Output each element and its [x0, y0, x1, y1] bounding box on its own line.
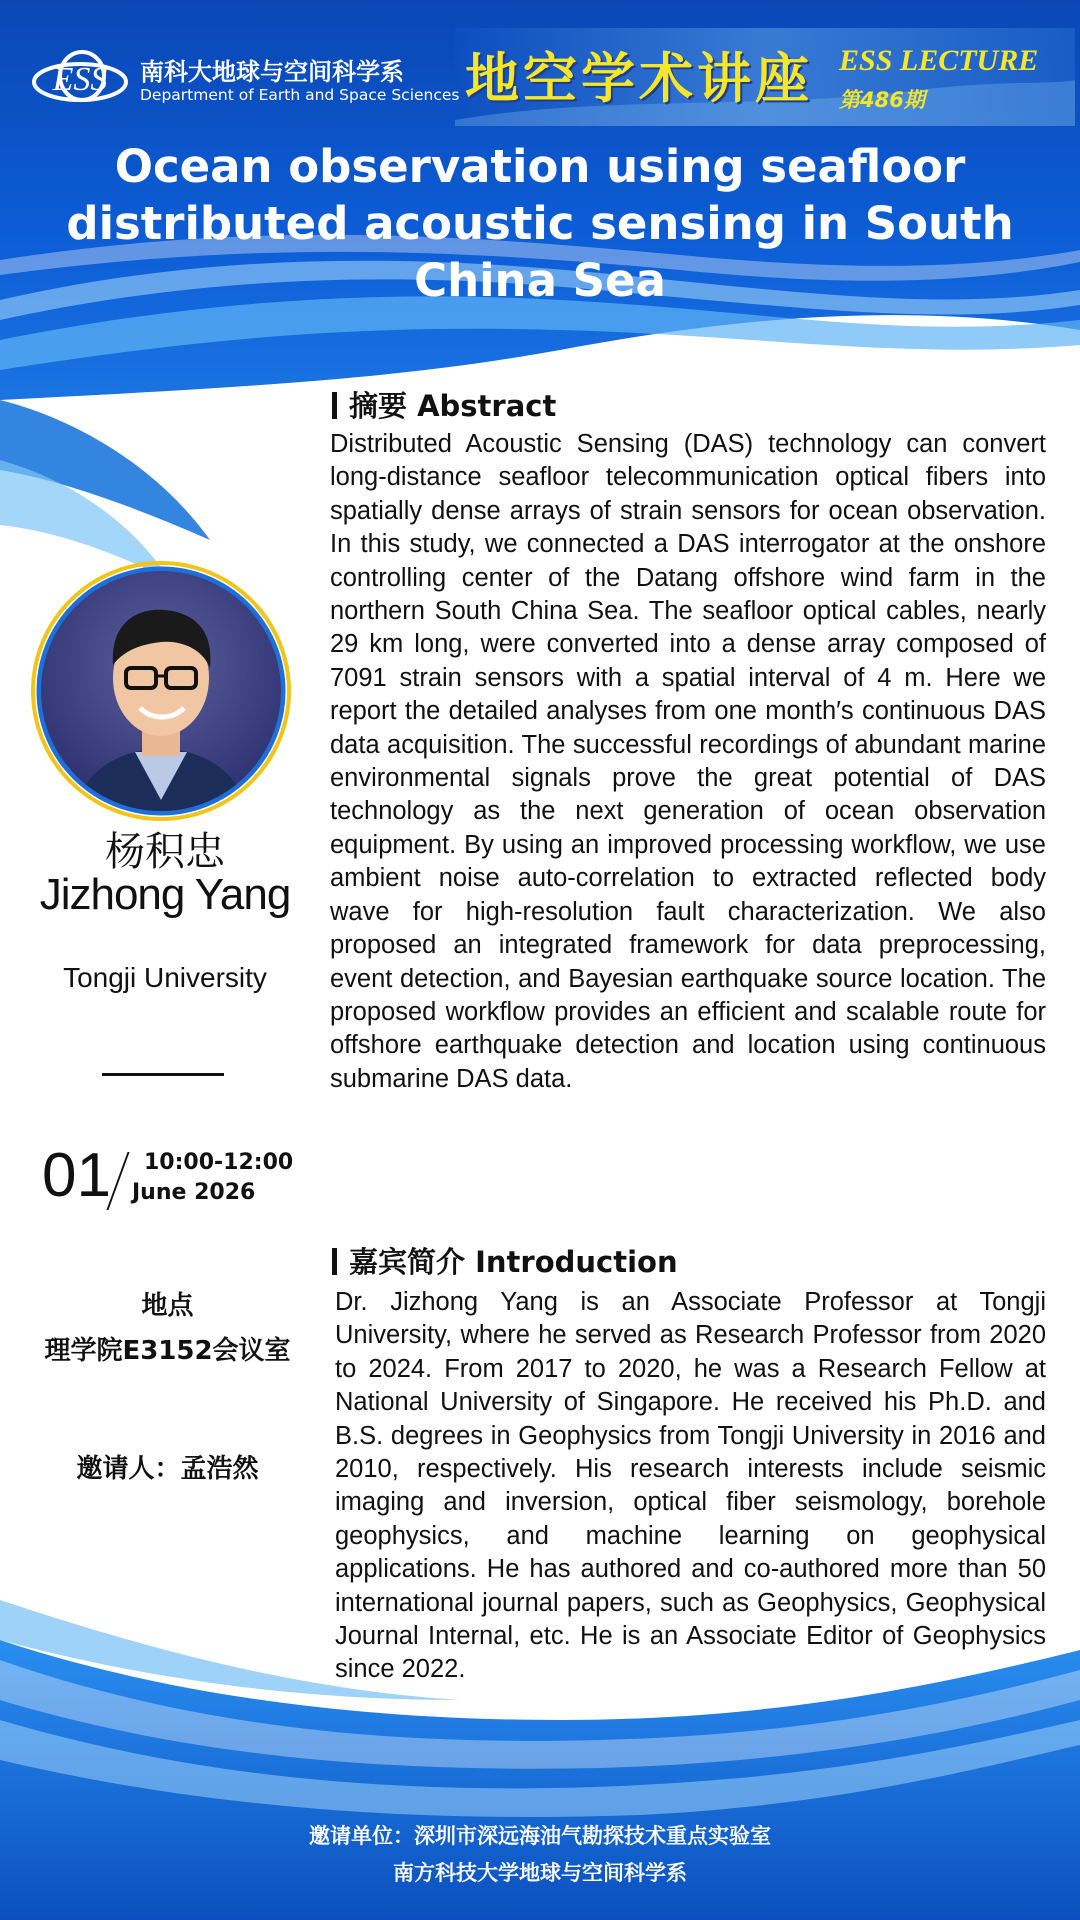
sustech-ess-logo-icon: [30, 46, 130, 112]
abstract-text: Distributed Acoustic Sensing (DAS) technology can convert long-distance seafloor telecommunication optical fibers into spatially dense arrays of strain sensors for ocean observation. In this study, we connected a DAS interrogator at the onshore controlling center of the Datang offshore wind farm in the northern South China Sea. The seafloor optical cables, nearly 29 km long, were converted into a dense array composed of 7091 strain sensors with a spatial interval of 4 m. Here we report the detailed analyses from one month′s continuous DAS data acquisition. The successful recordings of abundant marine environmental signals prove the great potential of DAS technology as the next generation of ocean observation equipment. By using an improved processing workflow, we use ambient noise auto-correlation to extracted reflected body wave for high-resolution fault characterization. We also proposed an integrated framework for data preprocessing, event detection, and Bayesian earthquake source location. The proposed workflow provides an efficient and scalable route for offshore earthquake detection and location using continuous submarine DAS data.: [330, 430, 1046, 1093]
abstract-heading-text: 摘要 Abstract: [349, 389, 557, 423]
lecture-month-year: June 2026: [132, 1180, 256, 1205]
venue-place: 理学院E3152会议室: [44, 1336, 291, 1366]
lecture-title: Ocean observation using seafloor distributed acoustic sensing in South China Sea: [66, 140, 1014, 307]
heading-bar: [332, 1248, 337, 1275]
abstract-heading: [332, 384, 556, 425]
svg-text:ESS: ESS: [52, 61, 108, 98]
speaker-affiliation: Tongji University: [63, 962, 267, 993]
speaker-portrait-icon: [30, 560, 292, 822]
department-name-en: Department of Earth and Space Sciences: [140, 86, 460, 104]
lecture-banner: [455, 28, 1075, 126]
heading-bar: [332, 392, 337, 419]
department-footer: 南方科技大学地球与空间科学系: [393, 1861, 687, 1885]
speaker-name-en: Jizhong Yang: [39, 870, 291, 919]
speaker-name-cn: 杨积忠: [105, 829, 225, 875]
speaker-avatar: [30, 560, 292, 822]
introduction-heading: [332, 1240, 678, 1281]
organizer-line: 邀请单位：深圳市深远海油气勘探技术重点实验室: [309, 1824, 771, 1848]
lecture-time: 10:00-12:00: [144, 1150, 294, 1175]
introduction-heading-text: 嘉宾简介 Introduction: [349, 1245, 678, 1279]
host-info: 邀请人：孟浩然: [76, 1454, 259, 1484]
venue-label: 地点: [141, 1291, 194, 1321]
lecture-series-title-cn: 地空学术讲座: [465, 46, 813, 110]
divider: [102, 1073, 224, 1076]
date-day: 01: [42, 1141, 111, 1210]
lecture-issue-number: 第486期: [839, 88, 925, 112]
department-name-cn: 南科大地球与空间科学系: [140, 58, 404, 86]
lecture-series-title-en: ESS LECTURE: [839, 44, 1039, 77]
department-logo-block: [30, 46, 460, 112]
introduction-text: Dr. Jizhong Yang is an Associate Professor at Tongji University, where he served as Research Professor from 2020 to 2024. From 2017 to 2020, he was a Research Fellow at National University of Singapore. He received his Ph.D. and B.S. degrees in Geophysics from Tongji University in 2016 and 2010, respectively. His research interests include seismic imaging and inversion, optical fiber seismology, borehole geophysics, and machine learning on geophysical applications. He has authored and co-authored more than 50 international journal papers, such as Geophysics, Geophysical Journal Internal, etc. He is an Associate Editor of Geophysics since 2022.: [335, 1288, 1046, 1684]
